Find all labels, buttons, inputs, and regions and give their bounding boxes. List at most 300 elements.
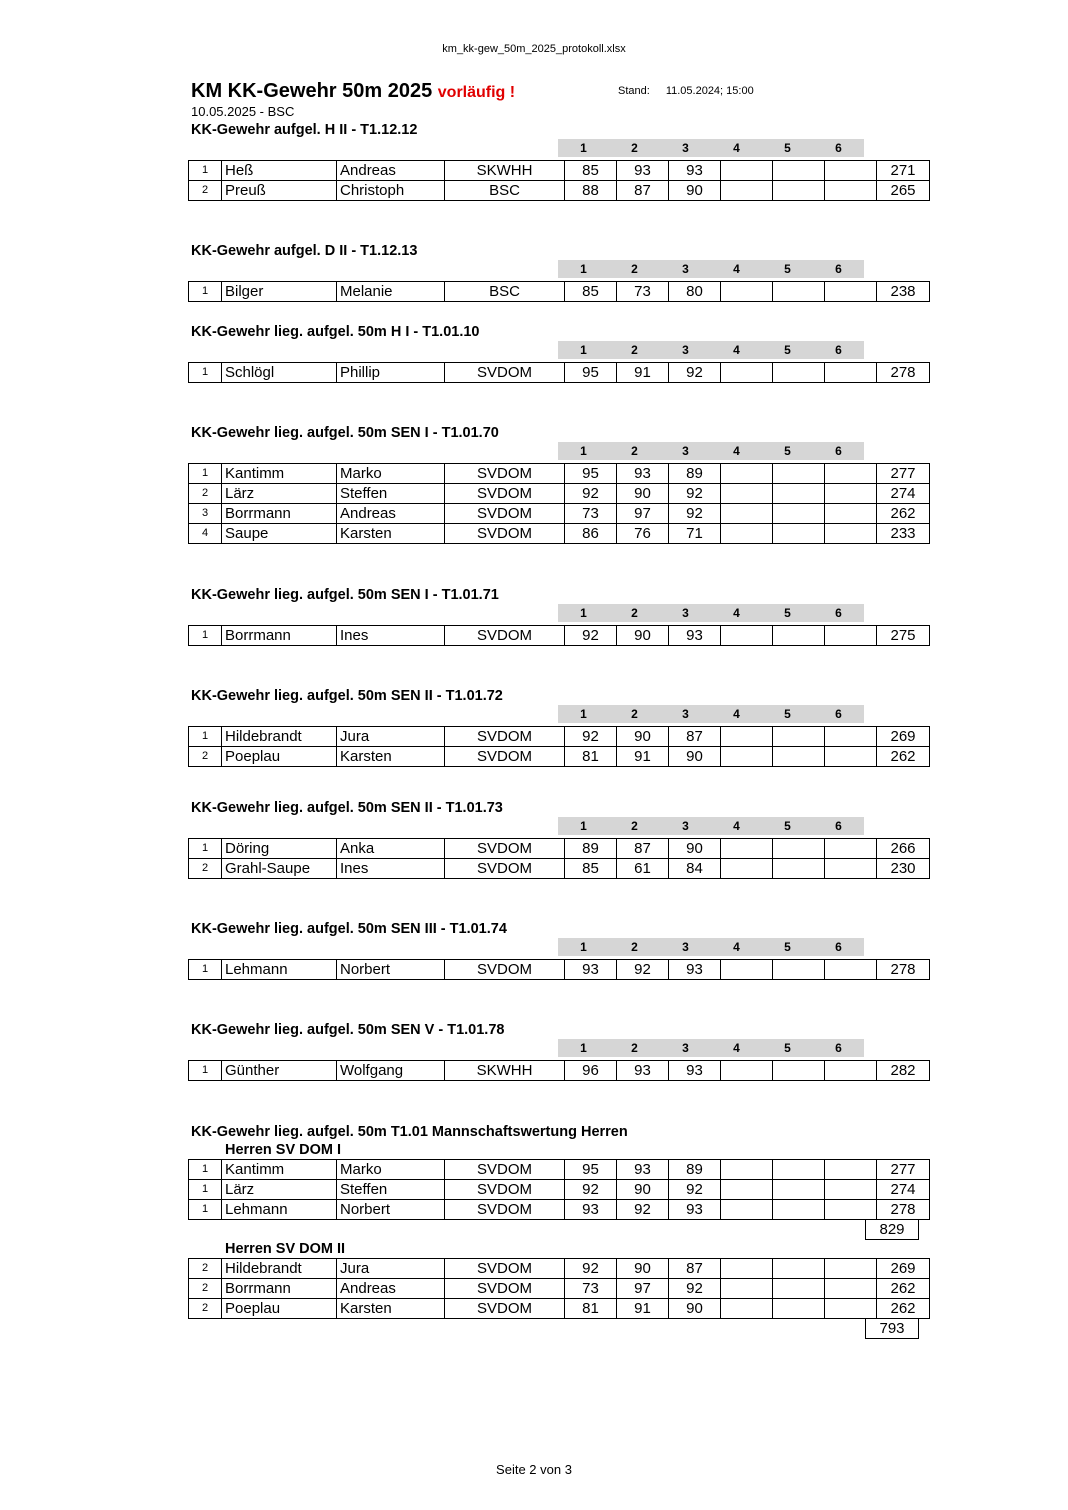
series-3-cell: 90 xyxy=(669,1299,721,1319)
club-cell: SVDOM xyxy=(445,363,565,383)
series-6-cell xyxy=(825,839,877,859)
rank-cell: 1 xyxy=(189,1160,222,1180)
result-row xyxy=(189,1259,930,1279)
series-5-cell xyxy=(773,181,825,201)
last-name-cell: Hildebrandt xyxy=(222,1259,337,1279)
series-1-cell: 93 xyxy=(565,1200,617,1220)
series-5-cell xyxy=(773,1200,825,1220)
series-3-cell: 93 xyxy=(669,161,721,181)
series-header-3: 3 xyxy=(660,604,711,622)
series-2-cell: 87 xyxy=(617,181,669,201)
series-4-cell xyxy=(721,1299,773,1319)
series-5-cell xyxy=(773,859,825,879)
first-name-cell: Anka xyxy=(337,839,445,859)
series-4-cell xyxy=(721,1200,773,1220)
file-name: km_kk-gew_50m_2025_protokoll.xlsx xyxy=(442,43,626,55)
section-title: KK-Gewehr lieg. aufgel. 50m SEN III - T1.01.74 xyxy=(191,921,507,937)
series-header-1: 1 xyxy=(558,938,609,956)
stand-label: Stand: xyxy=(618,85,650,97)
result-row xyxy=(189,1200,930,1220)
series-5-cell xyxy=(773,960,825,980)
result-row xyxy=(189,626,930,646)
first-name-cell: Wolfgang xyxy=(337,1061,445,1081)
series-4-cell xyxy=(721,1160,773,1180)
result-row xyxy=(189,363,930,383)
results-table xyxy=(188,959,930,980)
total-cell: 282 xyxy=(877,1061,930,1081)
series-header-6: 6 xyxy=(813,260,864,278)
series-1-cell: 73 xyxy=(565,1279,617,1299)
series-6-cell xyxy=(825,747,877,767)
first-name-cell: Karsten xyxy=(337,524,445,544)
total-cell: 262 xyxy=(877,1279,930,1299)
last-name-cell: Borrmann xyxy=(222,504,337,524)
club-cell: SVDOM xyxy=(445,747,565,767)
first-name-cell: Norbert xyxy=(337,960,445,980)
series-1-cell: 96 xyxy=(565,1061,617,1081)
series-4-cell xyxy=(721,1061,773,1081)
total-cell: 269 xyxy=(877,1259,930,1279)
series-6-cell xyxy=(825,282,877,302)
series-header-row xyxy=(188,260,920,278)
total-cell: 233 xyxy=(877,524,930,544)
series-4-cell xyxy=(721,181,773,201)
last-name-cell: Borrmann xyxy=(222,626,337,646)
club-cell: SVDOM xyxy=(445,1200,565,1220)
result-row xyxy=(189,1279,930,1299)
total-cell: 262 xyxy=(877,504,930,524)
total-cell: 278 xyxy=(877,363,930,383)
team-sum-table xyxy=(865,1319,919,1339)
series-header-3: 3 xyxy=(660,139,711,157)
series-header-5: 5 xyxy=(762,139,813,157)
series-header-row xyxy=(188,139,920,157)
series-5-cell xyxy=(773,727,825,747)
total-cell: 278 xyxy=(877,960,930,980)
series-4-cell xyxy=(721,524,773,544)
series-header-5: 5 xyxy=(762,817,813,835)
series-header-3: 3 xyxy=(660,705,711,723)
rank-cell: 1 xyxy=(189,1180,222,1200)
club-cell: SVDOM xyxy=(445,960,565,980)
result-row xyxy=(189,747,930,767)
series-5-cell xyxy=(773,484,825,504)
result-row xyxy=(189,859,930,879)
series-2-cell: 90 xyxy=(617,727,669,747)
series-header-3: 3 xyxy=(660,442,711,460)
series-4-cell xyxy=(721,363,773,383)
series-2-cell: 90 xyxy=(617,484,669,504)
first-name-cell: Ines xyxy=(337,859,445,879)
series-header-4: 4 xyxy=(711,938,762,956)
rank-cell: 2 xyxy=(189,1259,222,1279)
results-section xyxy=(188,1021,920,1081)
series-header-2: 2 xyxy=(609,341,660,359)
section-title: KK-Gewehr lieg. aufgel. 50m H I - T1.01.10 xyxy=(191,324,480,340)
series-header-1: 1 xyxy=(558,1039,609,1057)
series-1-cell: 86 xyxy=(565,524,617,544)
series-header-4: 4 xyxy=(711,817,762,835)
series-2-cell: 90 xyxy=(617,1259,669,1279)
first-name-cell: Jura xyxy=(337,727,445,747)
rank-cell: 2 xyxy=(189,1299,222,1319)
series-6-cell xyxy=(825,504,877,524)
series-2-cell: 93 xyxy=(617,1160,669,1180)
series-4-cell xyxy=(721,727,773,747)
series-3-cell: 90 xyxy=(669,839,721,859)
series-header-4: 4 xyxy=(711,604,762,622)
series-header-1: 1 xyxy=(558,341,609,359)
series-5-cell xyxy=(773,363,825,383)
series-1-cell: 81 xyxy=(565,747,617,767)
results-section xyxy=(188,242,920,302)
section-title: KK-Gewehr lieg. aufgel. 50m T1.01 Mannschaftswertung Herren xyxy=(191,1124,628,1140)
club-cell: SVDOM xyxy=(445,524,565,544)
series-5-cell xyxy=(773,1061,825,1081)
last-name-cell: Grahl-Saupe xyxy=(222,859,337,879)
club-cell: SVDOM xyxy=(445,1180,565,1200)
rank-cell: 2 xyxy=(189,181,222,201)
series-1-cell: 85 xyxy=(565,859,617,879)
series-2-cell: 92 xyxy=(617,1200,669,1220)
series-3-cell: 93 xyxy=(669,1200,721,1220)
total-cell: 262 xyxy=(877,1299,930,1319)
series-5-cell xyxy=(773,504,825,524)
results-table xyxy=(188,160,930,201)
series-6-cell xyxy=(825,363,877,383)
series-5-cell xyxy=(773,1299,825,1319)
series-header-3: 3 xyxy=(660,938,711,956)
series-2-cell: 91 xyxy=(617,1299,669,1319)
club-cell: SVDOM xyxy=(445,504,565,524)
series-header-2: 2 xyxy=(609,442,660,460)
club-cell: BSC xyxy=(445,181,565,201)
result-row xyxy=(189,484,930,504)
rank-cell: 3 xyxy=(189,504,222,524)
series-5-cell xyxy=(773,626,825,646)
total-cell: 265 xyxy=(877,181,930,201)
series-6-cell xyxy=(825,181,877,201)
series-2-cell: 91 xyxy=(617,363,669,383)
series-header-6: 6 xyxy=(813,1039,864,1057)
series-header-6: 6 xyxy=(813,938,864,956)
last-name-cell: Borrmann xyxy=(222,1279,337,1299)
club-cell: SKWHH xyxy=(445,161,565,181)
series-header-5: 5 xyxy=(762,705,813,723)
last-name-cell: Schlögl xyxy=(222,363,337,383)
first-name-cell: Steffen xyxy=(337,1180,445,1200)
section-title: KK-Gewehr lieg. aufgel. 50m SEN V - T1.01.78 xyxy=(191,1022,505,1038)
series-2-cell: 76 xyxy=(617,524,669,544)
results-section xyxy=(188,920,920,980)
last-name-cell: Poeplau xyxy=(222,747,337,767)
series-4-cell xyxy=(721,282,773,302)
series-6-cell xyxy=(825,727,877,747)
series-header-1: 1 xyxy=(558,705,609,723)
series-4-cell xyxy=(721,626,773,646)
result-row xyxy=(189,161,930,181)
series-header-2: 2 xyxy=(609,817,660,835)
last-name-cell: Günther xyxy=(222,1061,337,1081)
result-row xyxy=(189,181,930,201)
series-4-cell xyxy=(721,839,773,859)
result-row xyxy=(189,1180,930,1200)
series-6-cell xyxy=(825,1279,877,1299)
club-cell: SVDOM xyxy=(445,1299,565,1319)
series-header-3: 3 xyxy=(660,817,711,835)
results-table xyxy=(188,463,930,544)
series-1-cell: 85 xyxy=(565,282,617,302)
series-5-cell xyxy=(773,1180,825,1200)
series-2-cell: 93 xyxy=(617,464,669,484)
series-1-cell: 81 xyxy=(565,1299,617,1319)
series-header-2: 2 xyxy=(609,1039,660,1057)
series-3-cell: 90 xyxy=(669,181,721,201)
series-header-row xyxy=(188,1039,920,1057)
last-name-cell: Lehmann xyxy=(222,1200,337,1220)
series-3-cell: 92 xyxy=(669,504,721,524)
rank-cell: 1 xyxy=(189,363,222,383)
series-3-cell: 84 xyxy=(669,859,721,879)
series-1-cell: 92 xyxy=(565,484,617,504)
series-header-6: 6 xyxy=(813,705,864,723)
series-4-cell xyxy=(721,1279,773,1299)
rank-cell: 1 xyxy=(189,161,222,181)
series-3-cell: 93 xyxy=(669,626,721,646)
series-1-cell: 95 xyxy=(565,464,617,484)
first-name-cell: Marko xyxy=(337,464,445,484)
series-3-cell: 92 xyxy=(669,1180,721,1200)
first-name-cell: Karsten xyxy=(337,747,445,767)
series-2-cell: 61 xyxy=(617,859,669,879)
series-header-row xyxy=(188,442,920,460)
rank-cell: 1 xyxy=(189,1200,222,1220)
series-6-cell xyxy=(825,464,877,484)
series-header-4: 4 xyxy=(711,705,762,723)
result-row xyxy=(189,524,930,544)
total-cell: 274 xyxy=(877,1180,930,1200)
series-1-cell: 92 xyxy=(565,727,617,747)
series-6-cell xyxy=(825,161,877,181)
series-6-cell xyxy=(825,626,877,646)
first-name-cell: Norbert xyxy=(337,1200,445,1220)
series-header-4: 4 xyxy=(711,442,762,460)
series-2-cell: 87 xyxy=(617,839,669,859)
section-title: KK-Gewehr aufgel. D II - T1.12.13 xyxy=(191,243,418,259)
series-4-cell xyxy=(721,484,773,504)
series-header-1: 1 xyxy=(558,139,609,157)
series-header-4: 4 xyxy=(711,1039,762,1057)
last-name-cell: Hildebrandt xyxy=(222,727,337,747)
club-cell: SVDOM xyxy=(445,1160,565,1180)
club-cell: SVDOM xyxy=(445,1259,565,1279)
series-header-6: 6 xyxy=(813,817,864,835)
last-name-cell: Heß xyxy=(222,161,337,181)
series-header-5: 5 xyxy=(762,1039,813,1057)
series-1-cell: 85 xyxy=(565,161,617,181)
series-3-cell: 92 xyxy=(669,1279,721,1299)
series-header-5: 5 xyxy=(762,604,813,622)
result-row xyxy=(189,839,930,859)
club-cell: SVDOM xyxy=(445,464,565,484)
results-table xyxy=(188,625,930,646)
section-title: KK-Gewehr lieg. aufgel. 50m SEN II - T1.01.73 xyxy=(191,800,503,816)
result-row xyxy=(189,464,930,484)
club-cell: SKWHH xyxy=(445,1061,565,1081)
series-header-row xyxy=(188,341,920,359)
series-header-2: 2 xyxy=(609,938,660,956)
first-name-cell: Steffen xyxy=(337,484,445,504)
result-row xyxy=(189,727,930,747)
results-section xyxy=(188,121,920,201)
last-name-cell: Poeplau xyxy=(222,1299,337,1319)
series-1-cell: 88 xyxy=(565,181,617,201)
series-header-6: 6 xyxy=(813,604,864,622)
club-cell: SVDOM xyxy=(445,727,565,747)
series-1-cell: 95 xyxy=(565,363,617,383)
series-header-4: 4 xyxy=(711,260,762,278)
series-6-cell xyxy=(825,1200,877,1220)
document-title xyxy=(191,80,515,103)
team-table xyxy=(188,1159,930,1220)
series-3-cell: 93 xyxy=(669,1061,721,1081)
series-5-cell xyxy=(773,464,825,484)
series-5-cell xyxy=(773,1259,825,1279)
series-5-cell xyxy=(773,1160,825,1180)
series-header-5: 5 xyxy=(762,442,813,460)
series-header-3: 3 xyxy=(660,260,711,278)
section-title: KK-Gewehr lieg. aufgel. 50m SEN I - T1.01.70 xyxy=(191,425,499,441)
series-1-cell: 92 xyxy=(565,1259,617,1279)
rank-cell: 1 xyxy=(189,626,222,646)
series-5-cell xyxy=(773,282,825,302)
series-header-5: 5 xyxy=(762,341,813,359)
total-cell: 277 xyxy=(877,1160,930,1180)
series-header-6: 6 xyxy=(813,442,864,460)
series-5-cell xyxy=(773,747,825,767)
total-cell: 269 xyxy=(877,727,930,747)
series-header-5: 5 xyxy=(762,938,813,956)
series-header-row xyxy=(188,705,920,723)
total-cell: 262 xyxy=(877,747,930,767)
first-name-cell: Andreas xyxy=(337,504,445,524)
last-name-cell: Lehmann xyxy=(222,960,337,980)
series-header-3: 3 xyxy=(660,341,711,359)
result-row xyxy=(189,282,930,302)
total-cell: 230 xyxy=(877,859,930,879)
total-cell: 238 xyxy=(877,282,930,302)
series-6-cell xyxy=(825,1160,877,1180)
rank-cell: 2 xyxy=(189,484,222,504)
first-name-cell: Andreas xyxy=(337,161,445,181)
last-name-cell: Bilger xyxy=(222,282,337,302)
status-badge: vorläufig ! xyxy=(437,84,516,101)
series-3-cell: 89 xyxy=(669,1160,721,1180)
total-cell: 271 xyxy=(877,161,930,181)
club-cell: SVDOM xyxy=(445,484,565,504)
series-header-4: 4 xyxy=(711,341,762,359)
series-4-cell xyxy=(721,960,773,980)
section-title: KK-Gewehr lieg. aufgel. 50m SEN I - T1.01.71 xyxy=(191,587,499,603)
series-header-4: 4 xyxy=(711,139,762,157)
rank-cell: 1 xyxy=(189,727,222,747)
event-date-venue: 10.05.2025 - BSC xyxy=(191,104,295,119)
rank-cell: 1 xyxy=(189,960,222,980)
page-number: Seite 2 von 3 xyxy=(496,1462,572,1477)
series-header-5: 5 xyxy=(762,260,813,278)
title-text: KM KK-Gewehr 50m 2025 xyxy=(191,80,433,102)
first-name-cell: Christoph xyxy=(337,181,445,201)
series-6-cell xyxy=(825,859,877,879)
result-row xyxy=(189,504,930,524)
club-cell: SVDOM xyxy=(445,859,565,879)
team-table xyxy=(188,1258,930,1319)
total-cell: 274 xyxy=(877,484,930,504)
club-cell: SVDOM xyxy=(445,626,565,646)
series-5-cell xyxy=(773,161,825,181)
club-cell: SVDOM xyxy=(445,839,565,859)
series-2-cell: 97 xyxy=(617,1279,669,1299)
series-header-1: 1 xyxy=(558,817,609,835)
rank-cell: 2 xyxy=(189,859,222,879)
series-2-cell: 93 xyxy=(617,1061,669,1081)
team-sum: 829 xyxy=(866,1220,919,1240)
series-6-cell xyxy=(825,1259,877,1279)
last-name-cell: Lärz xyxy=(222,1180,337,1200)
series-1-cell: 89 xyxy=(565,839,617,859)
first-name-cell: Phillip xyxy=(337,363,445,383)
results-section xyxy=(188,586,920,646)
team-sum: 793 xyxy=(866,1319,919,1339)
last-name-cell: Lärz xyxy=(222,484,337,504)
last-name-cell: Döring xyxy=(222,839,337,859)
series-1-cell: 93 xyxy=(565,960,617,980)
series-4-cell xyxy=(721,161,773,181)
rank-cell: 2 xyxy=(189,1279,222,1299)
last-name-cell: Saupe xyxy=(222,524,337,544)
first-name-cell: Melanie xyxy=(337,282,445,302)
series-header-1: 1 xyxy=(558,442,609,460)
series-6-cell xyxy=(825,1180,877,1200)
series-6-cell xyxy=(825,1061,877,1081)
team-name: Herren SV DOM I xyxy=(225,1142,342,1158)
series-4-cell xyxy=(721,504,773,524)
series-3-cell: 92 xyxy=(669,484,721,504)
rank-cell: 2 xyxy=(189,747,222,767)
series-1-cell: 92 xyxy=(565,626,617,646)
rank-cell: 1 xyxy=(189,464,222,484)
series-3-cell: 80 xyxy=(669,282,721,302)
result-row xyxy=(189,1299,930,1319)
team-sum-table xyxy=(865,1220,919,1240)
total-cell: 266 xyxy=(877,839,930,859)
series-header-2: 2 xyxy=(609,260,660,278)
club-cell: SVDOM xyxy=(445,1279,565,1299)
total-cell: 278 xyxy=(877,1200,930,1220)
last-name-cell: Kantimm xyxy=(222,1160,337,1180)
first-name-cell: Marko xyxy=(337,1160,445,1180)
series-header-row xyxy=(188,938,920,956)
series-4-cell xyxy=(721,1259,773,1279)
last-name-cell: Preuß xyxy=(222,181,337,201)
series-3-cell: 90 xyxy=(669,747,721,767)
series-header-row xyxy=(188,604,920,622)
section-title: KK-Gewehr lieg. aufgel. 50m SEN II - T1.01.72 xyxy=(191,688,503,704)
first-name-cell: Ines xyxy=(337,626,445,646)
first-name-cell: Jura xyxy=(337,1259,445,1279)
series-2-cell: 90 xyxy=(617,1180,669,1200)
series-1-cell: 73 xyxy=(565,504,617,524)
